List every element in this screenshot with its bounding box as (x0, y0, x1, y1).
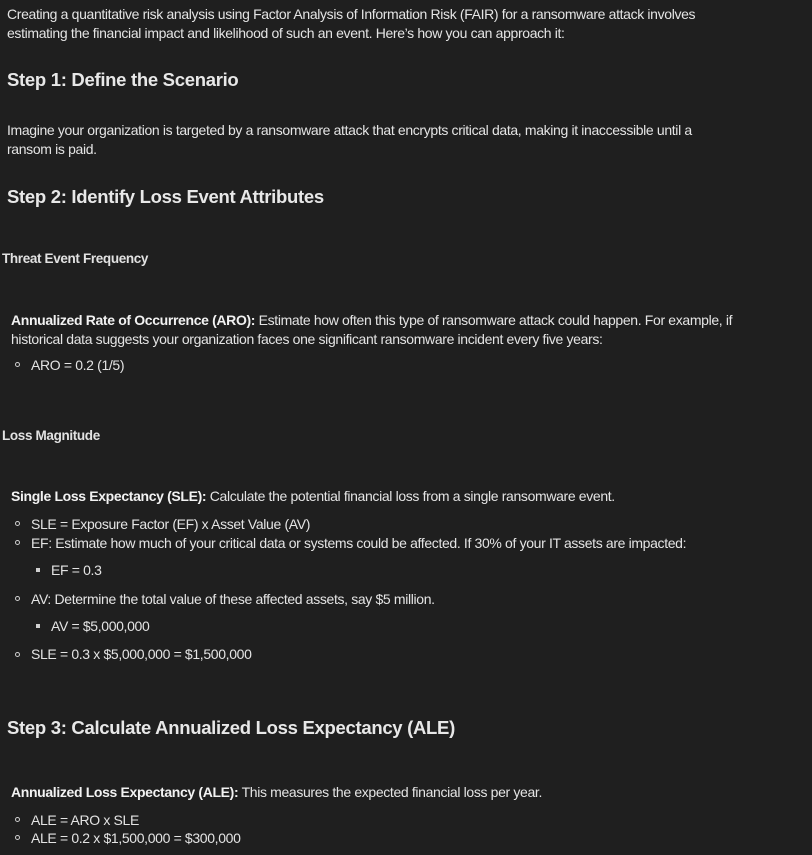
step1-text-line-2: ransom is paid. (7, 141, 97, 157)
aro-paragraph-line-1 (11, 311, 732, 330)
ale-paragraph (11, 783, 542, 802)
bullet-circle-icon (15, 835, 20, 840)
threat-event-frequency-subheading: Threat Event Frequency (2, 251, 149, 266)
bullet-circle-icon (15, 817, 20, 822)
ale-text: This measures the expected financial loss per year. (238, 784, 542, 800)
sle-formula-bullet: SLE = Exposure Factor (EF) x Asset Value (AV) (31, 516, 311, 532)
sle-text: Calculate the potential financial loss from a single ransomware event. (206, 488, 615, 504)
ef-value-bullet: EF = 0.3 (51, 562, 102, 578)
intro-line-2: estimating the financial impact and likelihood of such an event. Here’s how you can approach it: (7, 25, 565, 41)
ale-label: Annualized Loss Expectancy (ALE): (11, 784, 239, 800)
bullet-square-icon (36, 624, 40, 628)
intro-line-1: Creating a quantitative risk analysis using Factor Analysis of Information Risk (FAIR) for a ransomware attack involves (7, 6, 696, 22)
step1-text-line-1: Imagine your organization is targeted by a ransomware attack that encrypts critical data, making it inaccessible until a (7, 122, 692, 138)
loss-magnitude-subheading: Loss Magnitude (2, 428, 100, 443)
step2-heading: Step 2: Identify Loss Event Attributes (7, 186, 324, 207)
bullet-circle-icon (15, 521, 20, 526)
bullet-circle-icon (15, 362, 20, 367)
sle-label: Single Loss Expectancy (SLE): (11, 488, 207, 504)
ale-formula-bullet: ALE = ARO x SLE (31, 812, 139, 828)
bullet-circle-icon (15, 540, 20, 545)
bullet-circle-icon (15, 596, 20, 601)
ale-result-bullet: ALE = 0.2 x $1,500,000 = $300,000 (31, 830, 241, 846)
aro-paragraph-line-2: historical data suggests your organization faces one significant ransomware incident every five years: (11, 331, 603, 347)
av-value-bullet: AV = $5,000,000 (51, 618, 150, 634)
aro-bullet: ARO = 0.2 (1/5) (31, 357, 125, 373)
sle-result-bullet: SLE = 0.3 x $5,000,000 = $1,500,000 (31, 646, 252, 662)
sle-paragraph (11, 487, 615, 506)
aro-text: Estimate how often this type of ransomware attack could happen. For example, if (255, 312, 733, 328)
step1-heading: Step 1: Define the Scenario (7, 69, 239, 90)
bullet-circle-icon (15, 652, 20, 657)
av-bullet: AV: Determine the total value of these affected assets, say $5 million. (31, 591, 435, 607)
ef-bullet: EF: Estimate how much of your critical data or systems could be affected. If 30% of your IT assets are impacted: (31, 535, 687, 551)
bullet-square-icon (36, 568, 40, 572)
step3-heading: Step 3: Calculate Annualized Loss Expectancy (ALE) (7, 717, 455, 738)
aro-label: Annualized Rate of Occurrence (ARO): (11, 312, 256, 328)
